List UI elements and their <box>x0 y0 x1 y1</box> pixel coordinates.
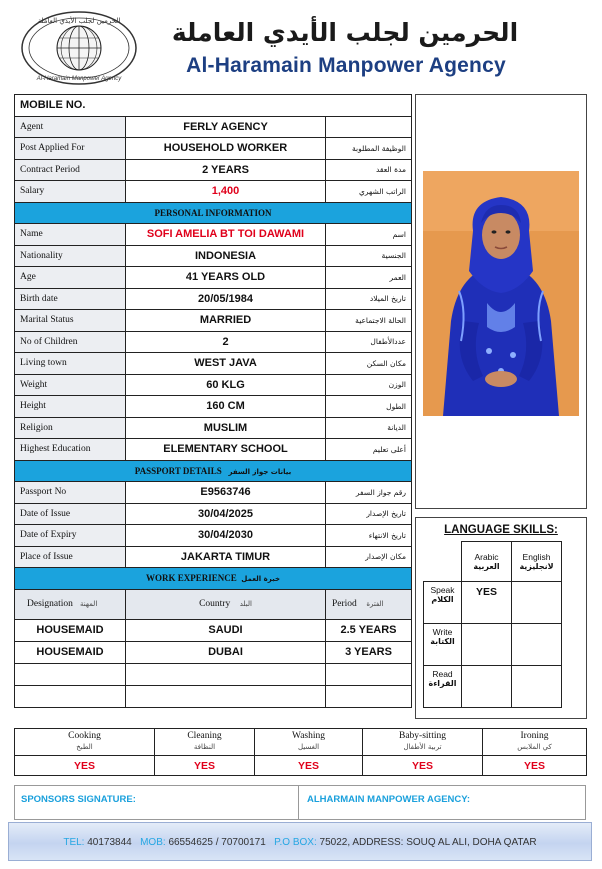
salary-row <box>15 181 412 203</box>
place-of-issue-row <box>15 546 412 568</box>
speak-arabic-cell: YES <box>462 582 512 624</box>
designation-cell <box>15 663 126 685</box>
agency-logo <box>20 10 138 86</box>
children-row <box>15 331 412 353</box>
language-skills-table <box>423 541 562 708</box>
height-row <box>15 396 412 418</box>
field-label: Highest Education <box>15 439 126 461</box>
section-title-arabic: بيانات جواز السفر <box>228 467 292 476</box>
field-value: 2 <box>126 331 326 353</box>
speak-row <box>424 582 562 624</box>
field-label-arabic: الطول <box>326 396 412 418</box>
field-label: Post Applied For <box>15 138 126 160</box>
field-label: Living town <box>15 353 126 375</box>
field-label-arabic: تاريخ الإصدار <box>326 503 412 525</box>
post-row <box>15 138 412 160</box>
field-label: Birth date <box>15 288 126 310</box>
expiry-date-row <box>15 525 412 547</box>
table-row <box>15 641 412 663</box>
skill-washing-value: YES <box>255 756 363 776</box>
address: 75022, ADDRESS: SOUQ AL ALI, DOHA QATAR <box>319 837 537 848</box>
name-row <box>15 224 412 246</box>
skill-ironing-label: Ironing كي الملابس <box>483 729 587 756</box>
field-label: No of Children <box>15 331 126 353</box>
agency-name-english: Al-Haramain Manpower Agency <box>186 54 506 77</box>
country-cell <box>126 685 326 707</box>
write-english-cell <box>512 624 562 666</box>
field-label: Nationality <box>15 245 126 267</box>
svg-text:الحرمين لجلب الأيدي العاملة: الحرمين لجلب الأيدي العاملة <box>37 17 121 25</box>
row-label: Write الكتابة <box>424 624 462 666</box>
field-label-arabic: الوزن <box>326 374 412 396</box>
mob-number: 66554625 / 70700171 <box>168 837 266 848</box>
skill-babysitting-label: Baby-sitting تربية الأطفال <box>363 729 483 756</box>
period-cell <box>326 663 412 685</box>
signature-divider <box>298 786 299 819</box>
mobile-label: MOBILE NO. <box>15 95 412 117</box>
skill-washing-label: Washing الغسيل <box>255 729 363 756</box>
field-label: Height <box>15 396 126 418</box>
table-row <box>15 685 412 707</box>
agency-name-arabic: الحرمين لجلب الأيدي العاملة <box>171 18 519 47</box>
household-skills-table <box>14 728 587 776</box>
town-row <box>15 353 412 375</box>
field-value: 2 YEARS <box>126 159 326 181</box>
field-label-arabic: أعلى تعليم <box>326 439 412 461</box>
skill-cooking-label: Cooking الطبخ <box>15 729 155 756</box>
field-label: Salary <box>15 181 126 203</box>
table-row <box>15 663 412 685</box>
read-row <box>424 666 562 708</box>
applicant-name: SOFI AMELIA BT TOI DAWAMI <box>126 224 326 246</box>
age-row <box>15 267 412 289</box>
skill-ironing-value: YES <box>483 756 587 776</box>
weight-row <box>15 374 412 396</box>
tel-number: 40173844 <box>87 837 132 848</box>
period-cell: 2.5 YEARS <box>326 619 412 641</box>
field-value: JAKARTA TIMUR <box>126 546 326 568</box>
field-value: ELEMENTARY SCHOOL <box>126 439 326 461</box>
language-skills-panel <box>415 517 587 719</box>
field-value: HOUSEHOLD WORKER <box>126 138 326 160</box>
agency-signature-label: ALHARMAIN MANPOWER AGENCY: <box>307 794 471 805</box>
work-experience-header <box>15 568 412 590</box>
mob-label: MOB: <box>140 837 166 848</box>
period-cell: 3 YEARS <box>326 641 412 663</box>
field-value: 30/04/2025 <box>126 503 326 525</box>
field-label-arabic: مدة العقد <box>326 159 412 181</box>
table-row <box>15 619 412 641</box>
designation-cell: HOUSEMAID <box>15 619 126 641</box>
field-label-arabic: مكان السكن <box>326 353 412 375</box>
read-arabic-cell <box>462 666 512 708</box>
field-value: MUSLIM <box>126 417 326 439</box>
applicant-info-table <box>14 94 412 708</box>
field-label-arabic: الراتب الشهري <box>326 181 412 203</box>
letterhead <box>0 0 602 92</box>
salary-value: 1,400 <box>126 181 326 203</box>
field-label-arabic: عددالأطفال <box>326 331 412 353</box>
section-title: WORK EXPERIENCE <box>145 573 237 584</box>
agent-row <box>15 116 412 138</box>
field-value: 30/04/2030 <box>126 525 326 547</box>
field-label: Date of Expiry <box>15 525 126 547</box>
corner-cell <box>424 542 462 582</box>
country-cell: SAUDI <box>126 619 326 641</box>
passport-no-row <box>15 482 412 504</box>
country-header: Country البلد <box>126 589 326 619</box>
photo-frame <box>415 94 587 509</box>
field-label-arabic: الجنسية <box>326 245 412 267</box>
field-label: Religion <box>15 417 126 439</box>
field-label: Age <box>15 267 126 289</box>
speak-english-cell <box>512 582 562 624</box>
pobox-label: P.O BOX: <box>274 837 317 848</box>
field-value: 60 KLG <box>126 374 326 396</box>
education-row <box>15 439 412 461</box>
applicant-portrait-illustration <box>423 171 579 416</box>
write-arabic-cell <box>462 624 512 666</box>
language-skills-title: LANGUAGE SKILLS: <box>444 524 558 536</box>
passport-details-header <box>15 460 412 482</box>
contact-footer <box>8 822 592 861</box>
field-label-arabic: الديانة <box>326 417 412 439</box>
field-value: INDONESIA <box>126 245 326 267</box>
skills-header-row <box>15 729 587 756</box>
field-label: Name <box>15 224 126 246</box>
field-label: Weight <box>15 374 126 396</box>
field-label-arabic: تاريخ الانتهاء <box>326 525 412 547</box>
read-english-cell <box>512 666 562 708</box>
contract-row <box>15 159 412 181</box>
field-value: FERLY AGENCY <box>126 116 326 138</box>
field-label-arabic <box>326 116 412 138</box>
period-cell <box>326 685 412 707</box>
skill-cleaning-value: YES <box>155 756 255 776</box>
religion-row <box>15 417 412 439</box>
skills-value-row <box>15 756 587 776</box>
skill-babysitting-value: YES <box>363 756 483 776</box>
personal-info-header: PERSONAL INFORMATION <box>15 202 412 224</box>
sponsor-signature-label: SPONSORS SIGNATURE: <box>21 794 136 805</box>
section-title: PASSPORT DETAILS <box>134 465 222 476</box>
field-value: MARRIED <box>126 310 326 332</box>
tel-label: TEL: <box>63 837 85 848</box>
designation-cell: HOUSEMAID <box>15 641 126 663</box>
field-label-arabic: اسم <box>326 224 412 246</box>
applicant-photo <box>423 171 579 416</box>
row-label: Read القراءة <box>424 666 462 708</box>
field-label: Contract Period <box>15 159 126 181</box>
field-label-arabic: الحالة الاجتماعية <box>326 310 412 332</box>
field-value: WEST JAVA <box>126 353 326 375</box>
field-label-arabic: رقم جواز السفر <box>326 482 412 504</box>
field-label: Passport No <box>15 482 126 504</box>
signature-box <box>14 785 586 820</box>
field-label-arabic: تاريخ الميلاد <box>326 288 412 310</box>
arabic-column-header: Arabic العربية <box>462 542 512 582</box>
field-label-arabic: العمر <box>326 267 412 289</box>
designation-header: Designation المهنة <box>15 589 126 619</box>
section-title-arabic: خبرة العمل <box>241 575 280 584</box>
field-value: 20/05/1984 <box>126 288 326 310</box>
field-label-arabic: الوظيفة المطلوبة <box>326 138 412 160</box>
english-column-header: English لانجليزية <box>512 542 562 582</box>
field-value: E9563746 <box>126 482 326 504</box>
issue-date-row <box>15 503 412 525</box>
field-label: Place of Issue <box>15 546 126 568</box>
field-label: Marital Status <box>15 310 126 332</box>
write-row <box>424 624 562 666</box>
period-header: Period الفترة <box>326 589 412 619</box>
country-cell <box>126 663 326 685</box>
svg-text:Al-Haramain Manpower Agency: Al-Haramain Manpower Agency <box>36 76 122 82</box>
designation-cell <box>15 685 126 707</box>
field-label: Date of Issue <box>15 503 126 525</box>
field-label-arabic: مكان الإصدار <box>326 546 412 568</box>
birthdate-row <box>15 288 412 310</box>
marital-row <box>15 310 412 332</box>
work-column-headers <box>15 589 412 619</box>
skill-cleaning-label: Cleaning النظافة <box>155 729 255 756</box>
field-value: 160 CM <box>126 396 326 418</box>
field-value: 41 YEARS OLD <box>126 267 326 289</box>
field-label: Agent <box>15 116 126 138</box>
row-label: Speak الكلام <box>424 582 462 624</box>
country-cell: DUBAI <box>126 641 326 663</box>
skill-cooking-value: YES <box>15 756 155 776</box>
nationality-row <box>15 245 412 267</box>
